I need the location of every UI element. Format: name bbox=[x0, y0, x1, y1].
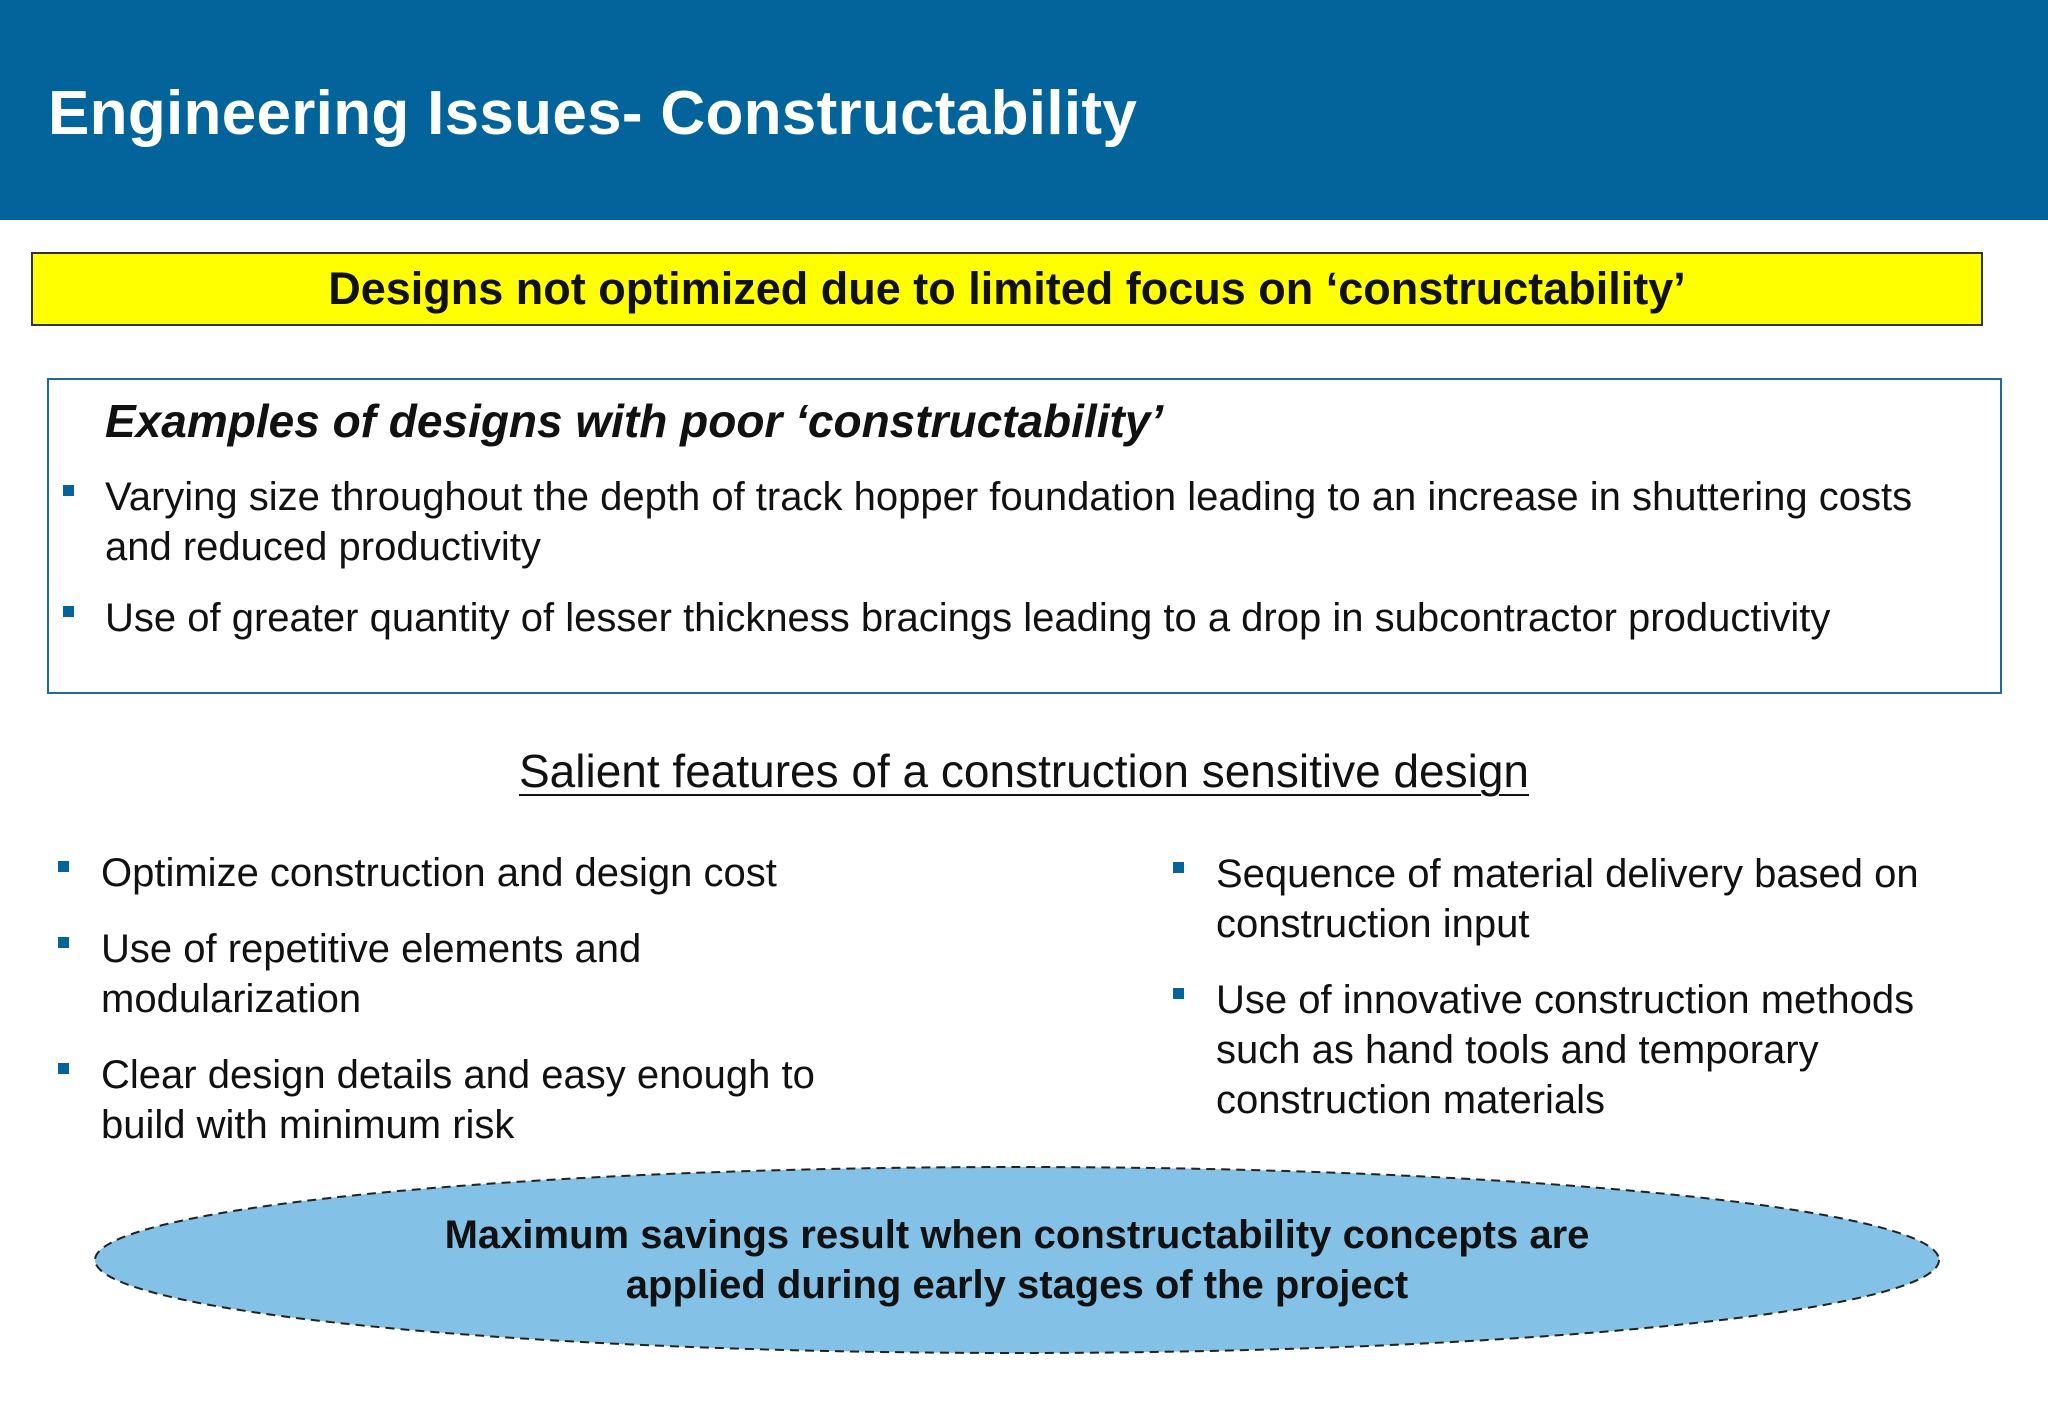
salient-heading: Salient features of a construction sensitive design bbox=[518, 745, 1530, 797]
conclusion-ellipse bbox=[92, 1164, 1942, 1356]
list-item-text: Use of greater quantity of lesser thickness bracings leading to a drop in subcontractor productivity bbox=[105, 596, 1831, 640]
title-bar bbox=[0, 0, 2048, 220]
list-item-text: Varying size throughout the depth of track hopper foundation leading to an increase in shuttering costs and reduced productivity bbox=[105, 475, 1913, 569]
square-bullet-icon bbox=[58, 937, 69, 948]
salient-list-left bbox=[101, 848, 1101, 1176]
list-item-text: Clear design details and easy enough to build with minimum risk bbox=[101, 1053, 815, 1147]
square-bullet-icon bbox=[63, 485, 74, 496]
square-bullet-icon bbox=[58, 1063, 69, 1074]
list-item bbox=[101, 1050, 891, 1150]
list-item bbox=[101, 924, 741, 1024]
list-item bbox=[1216, 849, 1996, 949]
conclusion-text bbox=[92, 1164, 1942, 1356]
list-item bbox=[101, 848, 1101, 898]
examples-list bbox=[105, 472, 1985, 664]
list-item-text: Use of innovative construction methods such as hand tools and temporary construction materials bbox=[1216, 978, 1915, 1122]
list-item bbox=[105, 472, 1985, 572]
conclusion-line-2: applied during early stages of the project bbox=[625, 1263, 1409, 1307]
list-item-text: Sequence of material delivery based on construction input bbox=[1216, 852, 1919, 946]
square-bullet-icon bbox=[63, 606, 74, 617]
examples-box bbox=[47, 378, 2002, 694]
list-item bbox=[1216, 975, 2006, 1125]
examples-heading: Examples of designs with poor ‘constructability’ bbox=[105, 395, 1164, 447]
slide-title: Engineering Issues- Constructability bbox=[48, 79, 1138, 148]
highlight-banner: Designs not optimized due to limited focus on ‘constructability’ bbox=[31, 252, 1983, 326]
salient-list-right bbox=[1216, 849, 2016, 1151]
list-item-text: Use of repetitive elements and modularization bbox=[101, 927, 642, 1021]
list-item-text: Optimize construction and design cost bbox=[101, 851, 777, 895]
square-bullet-icon bbox=[1173, 988, 1184, 999]
list-item bbox=[105, 593, 1985, 643]
conclusion-line-1: Maximum savings result when constructability concepts are bbox=[444, 1213, 1590, 1257]
square-bullet-icon bbox=[1173, 862, 1184, 873]
square-bullet-icon bbox=[58, 861, 69, 872]
